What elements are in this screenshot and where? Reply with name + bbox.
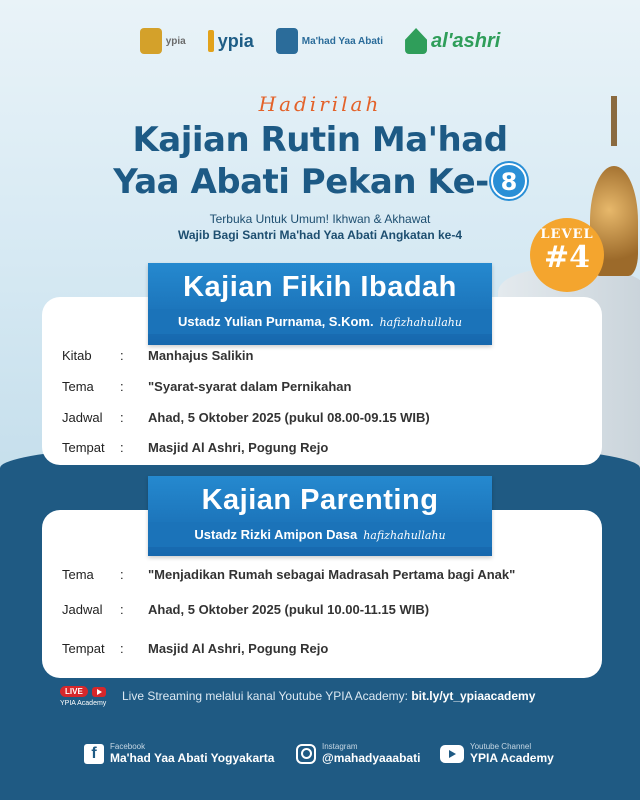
live-channel: YPIA Academy (60, 700, 107, 707)
facebook-icon: f (84, 744, 104, 764)
level-badge: LEVEL #4 (530, 218, 604, 292)
live-streaming-text: Live Streaming melalui kanal Youtube YPIA Academy: bit.ly/yt_ypiaacademy (122, 689, 536, 703)
kajian-parenting-speaker: Ustadz Rizki Amipon Dasa hafizhahullahu (148, 522, 492, 547)
page-title-line1: Kajian Rutin Ma'had (132, 120, 508, 160)
kajian-parenting-banner (148, 476, 492, 556)
live-badge (60, 686, 106, 697)
mahad-logo: Ma'had Yaa Abati (276, 28, 383, 54)
invite-text: Hadirilah (258, 92, 382, 116)
instagram-icon (296, 744, 316, 764)
page-title-line2: Yaa Abati Pekan Ke- 8 (0, 162, 640, 202)
mosque-icon (405, 28, 427, 54)
kajian-parenting-title: Kajian Parenting (201, 484, 439, 516)
facebook-link[interactable]: f Facebook Ma'had Yaa Abati Yogyakarta (84, 742, 274, 765)
streaming-link[interactable]: bit.ly/yt_ypiaacademy (411, 689, 536, 703)
logo-row (0, 18, 640, 64)
kajian-fikih-banner (148, 263, 492, 345)
week-number-badge: 8 (491, 163, 527, 199)
ypia-logo-icon (140, 28, 162, 54)
alashri-logo: al'ashri (405, 28, 500, 54)
kajian-fikih-speaker: Ustadz Yulian Purnama, S.Kom. hafizhahullahu (148, 309, 492, 334)
instagram-link[interactable]: Instagram @mahadyaaabati (296, 742, 420, 765)
pen-icon (208, 30, 214, 52)
open-for-public-text: Terbuka Untuk Umum! Ikhwan & Akhawat (209, 212, 431, 226)
mahad-logo-icon (276, 28, 298, 54)
youtube-icon (92, 687, 106, 697)
live-pill: LIVE (60, 686, 88, 697)
kajian-fikih-title: Kajian Fikih Ibadah (183, 271, 457, 303)
youtube-link[interactable]: Youtube Channel YPIA Academy (440, 742, 554, 765)
ypia-logo: ypia (140, 28, 186, 54)
youtube-icon (440, 745, 464, 763)
ypia-academy-logo: ypia (208, 30, 254, 52)
required-text: Wajib Bagi Santri Ma'had Yaa Abati Angkatan ke-4 (177, 228, 463, 242)
